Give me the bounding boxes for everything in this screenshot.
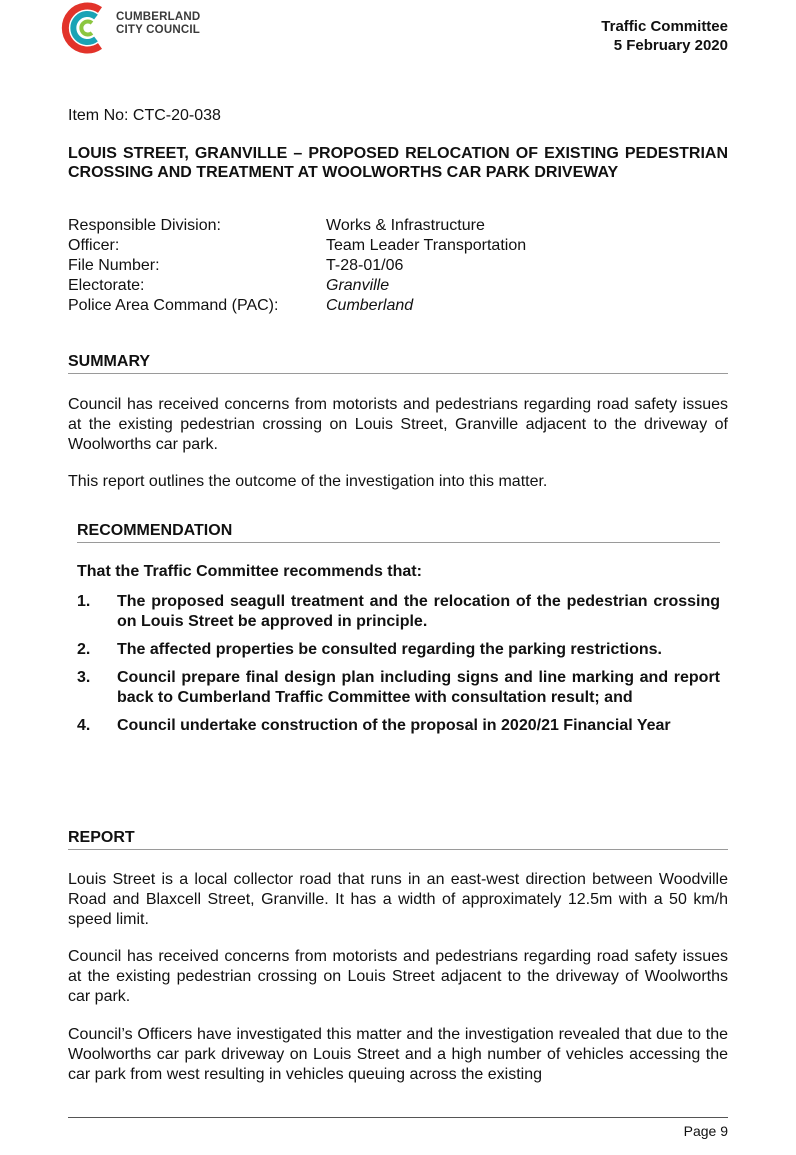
list-item (77, 668, 720, 708)
recommendation-rule (77, 542, 720, 543)
report-heading: REPORT (68, 829, 135, 846)
list-item (77, 640, 720, 660)
item-number: Item No: CTC-20-038 (68, 107, 221, 124)
report-title: LOUIS STREET, GRANVILLE – PROPOSED RELOCATION OF EXISTING PEDESTRIAN CROSSING AND TREATMENT AT WOOLWORTHS CAR PARK DRIVEWAY (68, 145, 728, 181)
council-name-line1: CUMBERLAND (116, 11, 201, 23)
meta-label: Officer: (68, 237, 120, 254)
summary-paragraph-2: This report outlines the outcome of the investigation into this matter. (68, 473, 548, 490)
meta-value: Cumberland (326, 297, 414, 314)
meta-label: Electorate: (68, 277, 145, 294)
list-item-number: 2. (77, 641, 91, 658)
meeting-date: 5 February 2020 (613, 37, 728, 54)
list-item-text: Council prepare final design plan including signs and line marking and report back to Cumberland Traffic Committee with consultation result; and (117, 669, 720, 706)
report-paragraph-3: Council’s Officers have investigated this matter and the investigation revealed that due to the Woolworths car park driveway on Louis Street and a high number of vehicles accessing the car park from west resulting in vehicles queuing across the existing (68, 1026, 728, 1083)
meta-row-pac (68, 296, 526, 316)
meta-value: Works & Infrastructure (326, 217, 485, 234)
page-number: Page 9 (683, 1123, 728, 1139)
meta-value: Team Leader Transportation (326, 237, 527, 254)
council-name-line2: CITY COUNCIL (116, 24, 200, 36)
meta-label: Police Area Command (PAC): (68, 297, 279, 314)
report-paragraph-1: Louis Street is a local collector road that runs in an east-west direction between Woodville Road and Blaxcell Street, Granville. It has a width of approximately 12.5m with a 50 km/h speed limit. (68, 871, 728, 928)
committee-name: Traffic Committee (601, 18, 728, 35)
report-paragraph-2: Council has received concerns from motorists and pedestrians regarding road safety issues at the existing pedestrian crossing on Louis Street adjacent to the driveway of Woolworths car park. (68, 948, 728, 1005)
list-item-text: The proposed seagull treatment and the relocation of the pedestrian crossing on Louis Street be approved in principle. (117, 593, 720, 630)
recommendation-list (77, 592, 720, 744)
list-item (77, 716, 720, 736)
list-item (77, 592, 720, 632)
report-rule (68, 849, 728, 850)
recommendation-heading: RECOMMENDATION (77, 522, 233, 539)
council-name (116, 11, 200, 37)
meta-value: Granville (326, 277, 390, 294)
meta-label: Responsible Division: (68, 217, 221, 234)
list-item-text: The affected properties be consulted regarding the parking restrictions. (117, 641, 662, 658)
council-logo-mark-icon (58, 0, 114, 56)
meta-row-officer (68, 236, 526, 256)
report-metadata (68, 216, 526, 316)
meta-row-division (68, 216, 526, 236)
recommendation-intro: That the Traffic Committee recommends that: (77, 563, 422, 580)
list-item-text: Council undertake construction of the proposal in 2020/21 Financial Year (117, 717, 671, 734)
list-item-number: 3. (77, 669, 91, 686)
meeting-header (601, 17, 728, 55)
footer-rule (68, 1117, 728, 1118)
list-item-number: 1. (77, 593, 91, 610)
summary-rule (68, 373, 728, 374)
list-item-number: 4. (77, 717, 91, 734)
meta-value: T-28-01/06 (326, 257, 404, 274)
meta-row-file-number (68, 256, 526, 276)
meta-label: File Number: (68, 257, 160, 274)
summary-paragraph-1: Council has received concerns from motorists and pedestrians regarding road safety issues at the existing pedestrian crossing on Louis Street, Granville adjacent to the driveway of Woolworths car park. (68, 396, 728, 453)
summary-heading: SUMMARY (68, 353, 151, 370)
council-logo (58, 0, 218, 56)
meta-row-electorate (68, 276, 526, 296)
